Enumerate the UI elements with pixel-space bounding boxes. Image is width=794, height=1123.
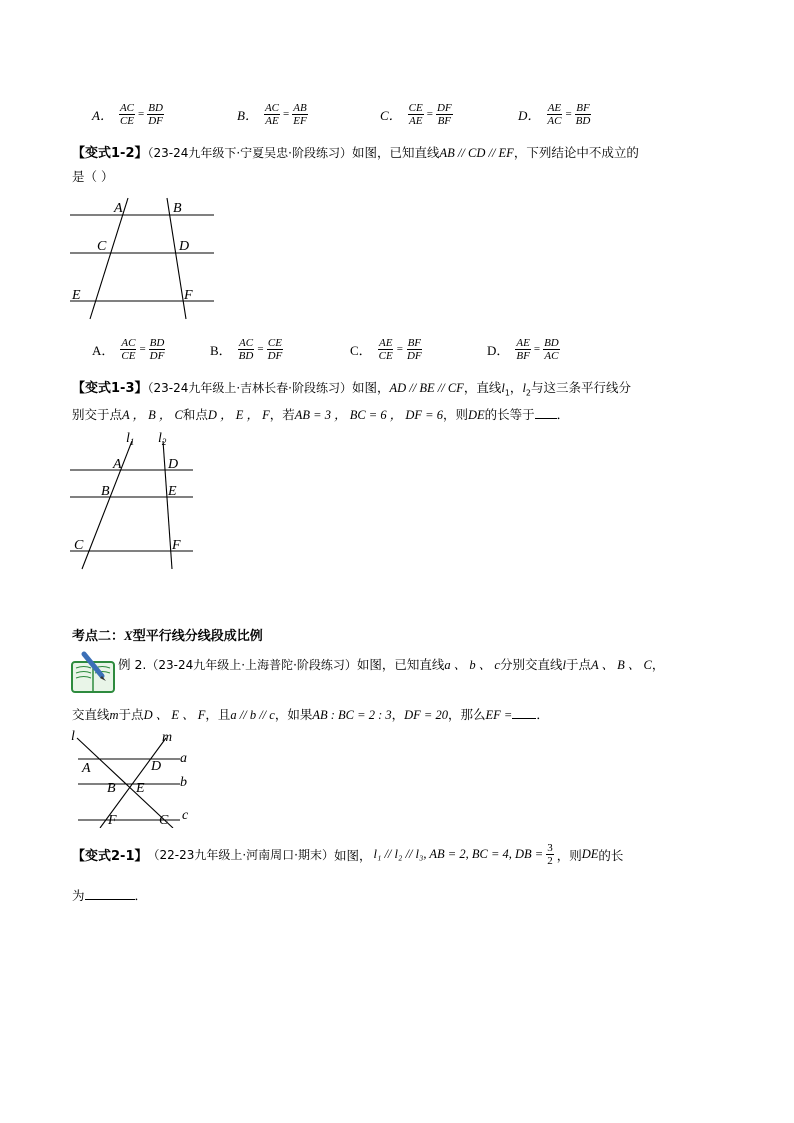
fraction-left: $\frac{AC}{CE}$ bbox=[119, 101, 135, 127]
q1-3-points-def: D ， E ， F bbox=[207, 408, 270, 422]
heading-title: 型平行线分线段成比例 bbox=[132, 629, 263, 644]
q1-1-option-c[interactable] bbox=[380, 96, 518, 132]
q1-2-figure bbox=[68, 195, 218, 325]
fraction-left: $\frac{AE}{CE}$ bbox=[378, 336, 393, 362]
book-pencil-icon bbox=[70, 650, 118, 696]
label-e: E bbox=[72, 288, 81, 303]
ex2-points-def: D 、 E 、 F bbox=[143, 708, 206, 722]
label-d: D bbox=[179, 239, 190, 254]
q2-1-tag: 【变式2-1】 bbox=[72, 849, 148, 864]
q2-1-text: ，则 bbox=[556, 847, 582, 863]
q1-2-option-d[interactable] bbox=[487, 331, 617, 367]
q1-3-points-abc: A ， B ， C bbox=[122, 408, 183, 422]
ex2-end: ． bbox=[536, 707, 549, 722]
q1-2-options bbox=[92, 331, 712, 367]
ex2-text: ， bbox=[391, 707, 405, 722]
fraction-right: $\frac{BF}{DF}$ bbox=[406, 336, 422, 362]
fraction-left: $\frac{AE}{BF}$ bbox=[516, 336, 530, 362]
q1-2-option-c[interactable] bbox=[350, 331, 487, 367]
q1-3-tag: 【变式1-3】 bbox=[72, 381, 148, 396]
equals: = bbox=[565, 108, 572, 120]
equals: = bbox=[426, 108, 433, 120]
q1-3-conditions: AB = 3 ， BC = 6 ， DF = 6 bbox=[294, 408, 443, 422]
label-f: F bbox=[172, 538, 181, 553]
option-label: A． bbox=[92, 107, 113, 123]
ex2-points-abc: A 、 B 、 C bbox=[591, 658, 652, 672]
label-a-line: a bbox=[180, 751, 187, 766]
q1-1-option-b[interactable] bbox=[237, 96, 380, 132]
ex2-text: ，如果 bbox=[274, 707, 313, 722]
q1-2-source: （23-24九年级下·宁夏吴忠·阶段练习） bbox=[147, 146, 352, 160]
fraction-left: $\frac{AC}{CE}$ bbox=[121, 336, 136, 362]
line-l1 bbox=[82, 441, 132, 569]
ex2-text: 交直线 bbox=[72, 707, 110, 722]
label-c: C bbox=[74, 538, 84, 553]
answer-blank[interactable] bbox=[535, 418, 557, 419]
fraction-left: $\frac{AC}{BD}$ bbox=[238, 336, 254, 362]
answer-blank[interactable] bbox=[85, 899, 135, 900]
option-label: A． bbox=[92, 342, 115, 358]
q1-3-line1 bbox=[72, 377, 631, 398]
l2-symbol: l bbox=[522, 381, 526, 395]
q1-2-line2: 是（ ） bbox=[72, 169, 114, 184]
fraction-right: $\frac{BD}{AC}$ bbox=[544, 336, 559, 362]
equals: = bbox=[396, 343, 403, 355]
fraction-left: $\frac{CE}{AE}$ bbox=[408, 101, 423, 127]
ex2-ef: EF = bbox=[485, 708, 513, 722]
fraction-right: $\frac{BF}{BD}$ bbox=[575, 101, 591, 127]
q1-3-comma: ， bbox=[509, 380, 523, 395]
heading-prefix: 考点二： bbox=[72, 629, 125, 644]
q2-1-text: 的长 bbox=[598, 847, 624, 863]
q1-1-option-a[interactable] bbox=[92, 96, 237, 132]
q1-3-line2 bbox=[72, 405, 569, 423]
section-heading bbox=[72, 625, 263, 644]
q1-3-source: （23-24九年级上·吉林长春·阶段练习） bbox=[147, 381, 352, 395]
fraction-right: $\frac{BD}{DF}$ bbox=[148, 101, 163, 127]
q1-3-text: 如图， bbox=[352, 380, 390, 395]
label-l2: $l_2$ bbox=[158, 431, 167, 447]
ex2-text: 分别交直线 bbox=[499, 657, 563, 672]
fraction-right: $\frac{AB}{EF}$ bbox=[293, 101, 307, 127]
option-label: D． bbox=[487, 342, 510, 358]
label-m: m bbox=[162, 730, 173, 745]
fraction-right: $\frac{DF}{BF}$ bbox=[436, 101, 452, 127]
answer-blank[interactable] bbox=[512, 718, 536, 719]
q1-2-tag: 【变式1-2】 bbox=[72, 146, 148, 161]
q1-3-end: ． bbox=[556, 407, 570, 422]
q1-3-text: ，直线 bbox=[463, 380, 502, 395]
ex2-df: DF = 20 bbox=[404, 708, 448, 722]
l1-symbol: l bbox=[501, 381, 505, 395]
ex2-line-l: l bbox=[562, 658, 566, 672]
q2-1-fraction: $\frac{3}{2}$ bbox=[547, 842, 553, 867]
option-label: C． bbox=[350, 342, 372, 358]
label-d: D bbox=[168, 457, 179, 472]
ex2-parallel: a // b // c bbox=[230, 708, 275, 722]
label-a: A bbox=[114, 201, 123, 216]
fraction-right: $\frac{BD}{DF}$ bbox=[149, 336, 165, 362]
l2-subscript: 2 bbox=[525, 388, 532, 398]
ex2-text: ，那么 bbox=[448, 707, 486, 722]
ex2-line2 bbox=[72, 705, 549, 723]
q2-1-line2 bbox=[72, 886, 147, 904]
q1-3-text: 与这三条平行线分 bbox=[531, 380, 632, 395]
l1-subscript: 1 bbox=[504, 388, 510, 398]
equals: = bbox=[139, 343, 146, 355]
ex2-prefix: 例 2. bbox=[118, 657, 147, 672]
q2-1-text: 为 bbox=[72, 888, 85, 903]
q1-3-text: ，则 bbox=[442, 407, 468, 422]
ex2-lines-abc: a 、 b 、 c bbox=[444, 658, 500, 672]
q1-1-option-d[interactable] bbox=[518, 96, 658, 132]
ex2-text: 于点 bbox=[118, 707, 144, 722]
label-l: l bbox=[71, 729, 75, 744]
ex2-ratio: AB : BC = 2 : 3 bbox=[312, 708, 392, 722]
label-l1: $l_1$ bbox=[126, 431, 135, 447]
equals: = bbox=[533, 343, 541, 355]
fraction-left: $\frac{AC}{AE}$ bbox=[264, 101, 280, 127]
label-d: D bbox=[151, 759, 162, 774]
label-f: F bbox=[184, 288, 193, 303]
q1-2-option-a[interactable] bbox=[92, 331, 210, 367]
fraction-left: $\frac{AE}{AC}$ bbox=[547, 101, 562, 127]
q1-3-text: ，若 bbox=[269, 407, 295, 422]
label-c: C bbox=[159, 813, 169, 828]
ex2-figure bbox=[68, 728, 198, 828]
equals: = bbox=[138, 108, 145, 120]
ex2-text: ， bbox=[651, 657, 665, 672]
q1-3-math: AD // BE // CF bbox=[389, 381, 464, 395]
ex2-text: ，且 bbox=[205, 707, 231, 722]
ex2-line-m: m bbox=[109, 708, 119, 722]
ex2-text: 如图，已知直线 bbox=[356, 657, 445, 672]
label-a: A bbox=[82, 761, 91, 776]
q2-1-ask: DE bbox=[581, 847, 599, 861]
label-c: C bbox=[97, 239, 107, 254]
label-b-line: b bbox=[180, 775, 187, 790]
equals: = bbox=[257, 343, 264, 355]
q1-3-text: 和点 bbox=[182, 407, 208, 422]
q1-3-figure bbox=[68, 428, 198, 573]
label-b: B bbox=[173, 201, 182, 216]
q2-1-line1 bbox=[72, 842, 623, 867]
equals: = bbox=[283, 108, 290, 120]
heading-x: X bbox=[124, 628, 133, 643]
q1-2-option-b[interactable] bbox=[210, 331, 350, 367]
q2-1-text: 如图， bbox=[334, 847, 372, 863]
label-c-line: c bbox=[182, 808, 189, 823]
q1-1-options bbox=[92, 96, 712, 132]
fraction-right: $\frac{CE}{DF}$ bbox=[267, 336, 283, 362]
q1-2-math: AB // CD // EF bbox=[439, 146, 514, 160]
q1-3-text: 别交于点 bbox=[72, 407, 123, 422]
label-e: E bbox=[136, 781, 145, 796]
option-label: C． bbox=[380, 107, 402, 123]
ex2-text: 于点 bbox=[565, 657, 591, 672]
q1-3-text: 的长等于 bbox=[484, 407, 535, 422]
q1-3-ask: DE bbox=[467, 408, 485, 422]
q2-1-end: ． bbox=[134, 888, 148, 903]
label-a: A bbox=[113, 457, 122, 472]
label-e: E bbox=[168, 484, 177, 499]
label-b: B bbox=[107, 781, 116, 796]
option-label: B． bbox=[210, 342, 232, 358]
ex2-line1 bbox=[118, 655, 664, 673]
q1-2-text2: ，下列结论中不成立的 bbox=[513, 145, 639, 160]
label-b: B bbox=[101, 484, 110, 499]
ex2-source: （23-24九年级上·上海普陀·阶段练习） bbox=[146, 658, 357, 672]
q1-2-text: 如图，已知直线 bbox=[352, 145, 440, 160]
option-label: B． bbox=[237, 107, 258, 123]
option-label: D． bbox=[518, 107, 541, 123]
q2-1-source: （22-23九年级上·河南周口·期末） bbox=[147, 848, 334, 862]
label-f: F bbox=[108, 813, 117, 828]
q1-2-line1 bbox=[72, 142, 639, 161]
q2-1-math: l₁ // l₂ // l₃, AB = 2, BC = 4, DB = bbox=[373, 847, 544, 861]
